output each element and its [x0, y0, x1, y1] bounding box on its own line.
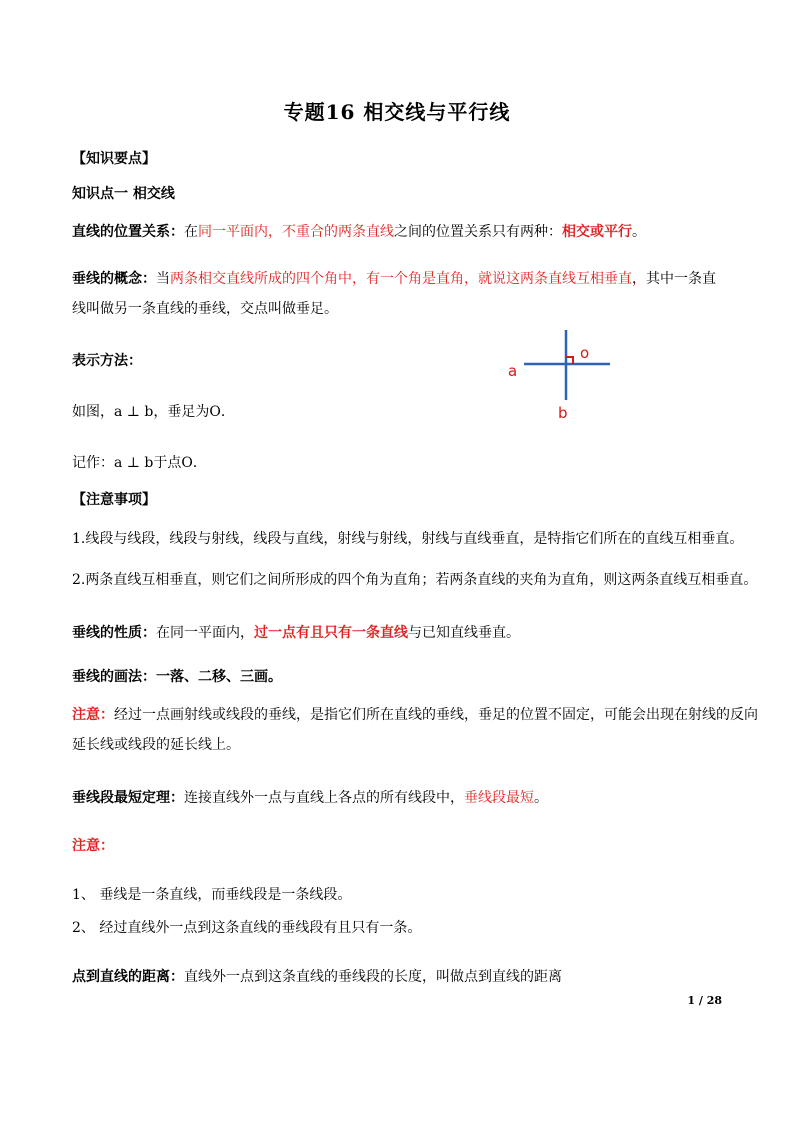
notation-line2: 记作：a ⊥ b于点O．: [72, 455, 207, 471]
position-highlight-1: 同一平面内，不重合的两条直线: [198, 224, 394, 240]
page-number: 1 / 28: [687, 994, 722, 1007]
property-label: 垂线的性质：: [72, 625, 156, 641]
distance-label: 点到直线的距离：: [72, 969, 184, 985]
perpendicular-property: [72, 622, 520, 642]
notation-line1: 如图，a ⊥ b，垂足为O．: [72, 404, 235, 420]
perp-concept-text-2: ，其中一条直: [632, 271, 716, 287]
attention-1-text: 经过一点画射线或线段的垂线，是指它们所在直线的垂线，垂足的位置不固定，可能会出现在射线的反向: [114, 707, 758, 723]
drawing-text: 一落、二移、三画。: [156, 669, 282, 685]
property-text-2: 与已知直线垂直。: [408, 625, 520, 641]
list-item-2: 2、 经过直线外一点到这条直线的垂线段有且只有一条。: [72, 920, 422, 936]
list-item-1: 1、 垂线是一条直线，而垂线段是一条线段。: [72, 887, 352, 903]
perpendicular-concept-line1: [72, 268, 716, 288]
position-highlight-2: 相交或平行: [562, 224, 632, 240]
distance-text: 直线外一点到这条直线的垂线段的长度，叫做点到直线的距离: [184, 969, 562, 985]
shortest-text-2: 。: [534, 790, 548, 806]
position-relation-paragraph: [72, 221, 646, 241]
perpendicular-figure: [500, 326, 620, 426]
position-text-1: 在: [184, 224, 198, 240]
property-text-1: 在同一平面内，: [156, 625, 254, 641]
notation-label: 表示方法：: [72, 353, 142, 369]
section-header: 【知识要点】: [72, 151, 156, 167]
attention-1-label: 注意：: [72, 707, 114, 723]
perpendicular-concept-line2: 线叫做另一条直线的垂线，交点叫做垂足。: [72, 301, 338, 317]
point-line-distance: [72, 966, 562, 986]
shortest-highlight: 垂线段最短: [464, 790, 534, 806]
property-highlight: 过一点有且只有一条直线: [254, 625, 408, 641]
perpendicular-drawing: [72, 666, 282, 686]
shortest-text-1: 连接直线外一点与直线上各点的所有线段中，: [184, 790, 464, 806]
drawing-label: 垂线的画法：: [72, 669, 156, 685]
figure-label-a: a: [508, 362, 518, 380]
shortest-theorem: [72, 787, 548, 807]
shortest-label: 垂线段最短定理：: [72, 790, 184, 806]
attention-2-label: 注意：: [72, 838, 114, 854]
position-text-2: 之间的位置关系只有两种：: [394, 224, 562, 240]
perp-concept-text-1: 当: [156, 271, 170, 287]
knowledge-point-title: 知识点一 相交线: [72, 186, 175, 202]
figure-label-o: o: [580, 344, 590, 362]
position-label: 直线的位置关系：: [72, 224, 184, 240]
attention-1-paragraph: [72, 700, 758, 760]
position-text-3: 。: [632, 224, 646, 240]
perp-concept-highlight: 两条相交直线所成的四个角中，有一个角是直角，就说这两条直线互相垂直: [170, 271, 632, 287]
note-1: 1.线段与线段，线段与射线，线段与直线，射线与射线，射线与直线垂直，是特指它们所在的直线互相垂直。: [72, 531, 744, 547]
attention-1-line2: 延长线或线段的延长线上。: [72, 737, 240, 753]
notes-header: 【注意事项】: [72, 492, 156, 508]
figure-label-b: b: [558, 404, 568, 422]
page-title: 专题16 相交线与平行线: [283, 100, 511, 124]
perp-concept-label: 垂线的概念：: [72, 271, 156, 287]
note-2: 2.两条直线互相垂直，则它们之间所形成的四个角为直角；若两条直线的夹角为直角，则这两条直线互相垂直。: [72, 572, 758, 588]
attention-1-line1: [72, 700, 758, 730]
